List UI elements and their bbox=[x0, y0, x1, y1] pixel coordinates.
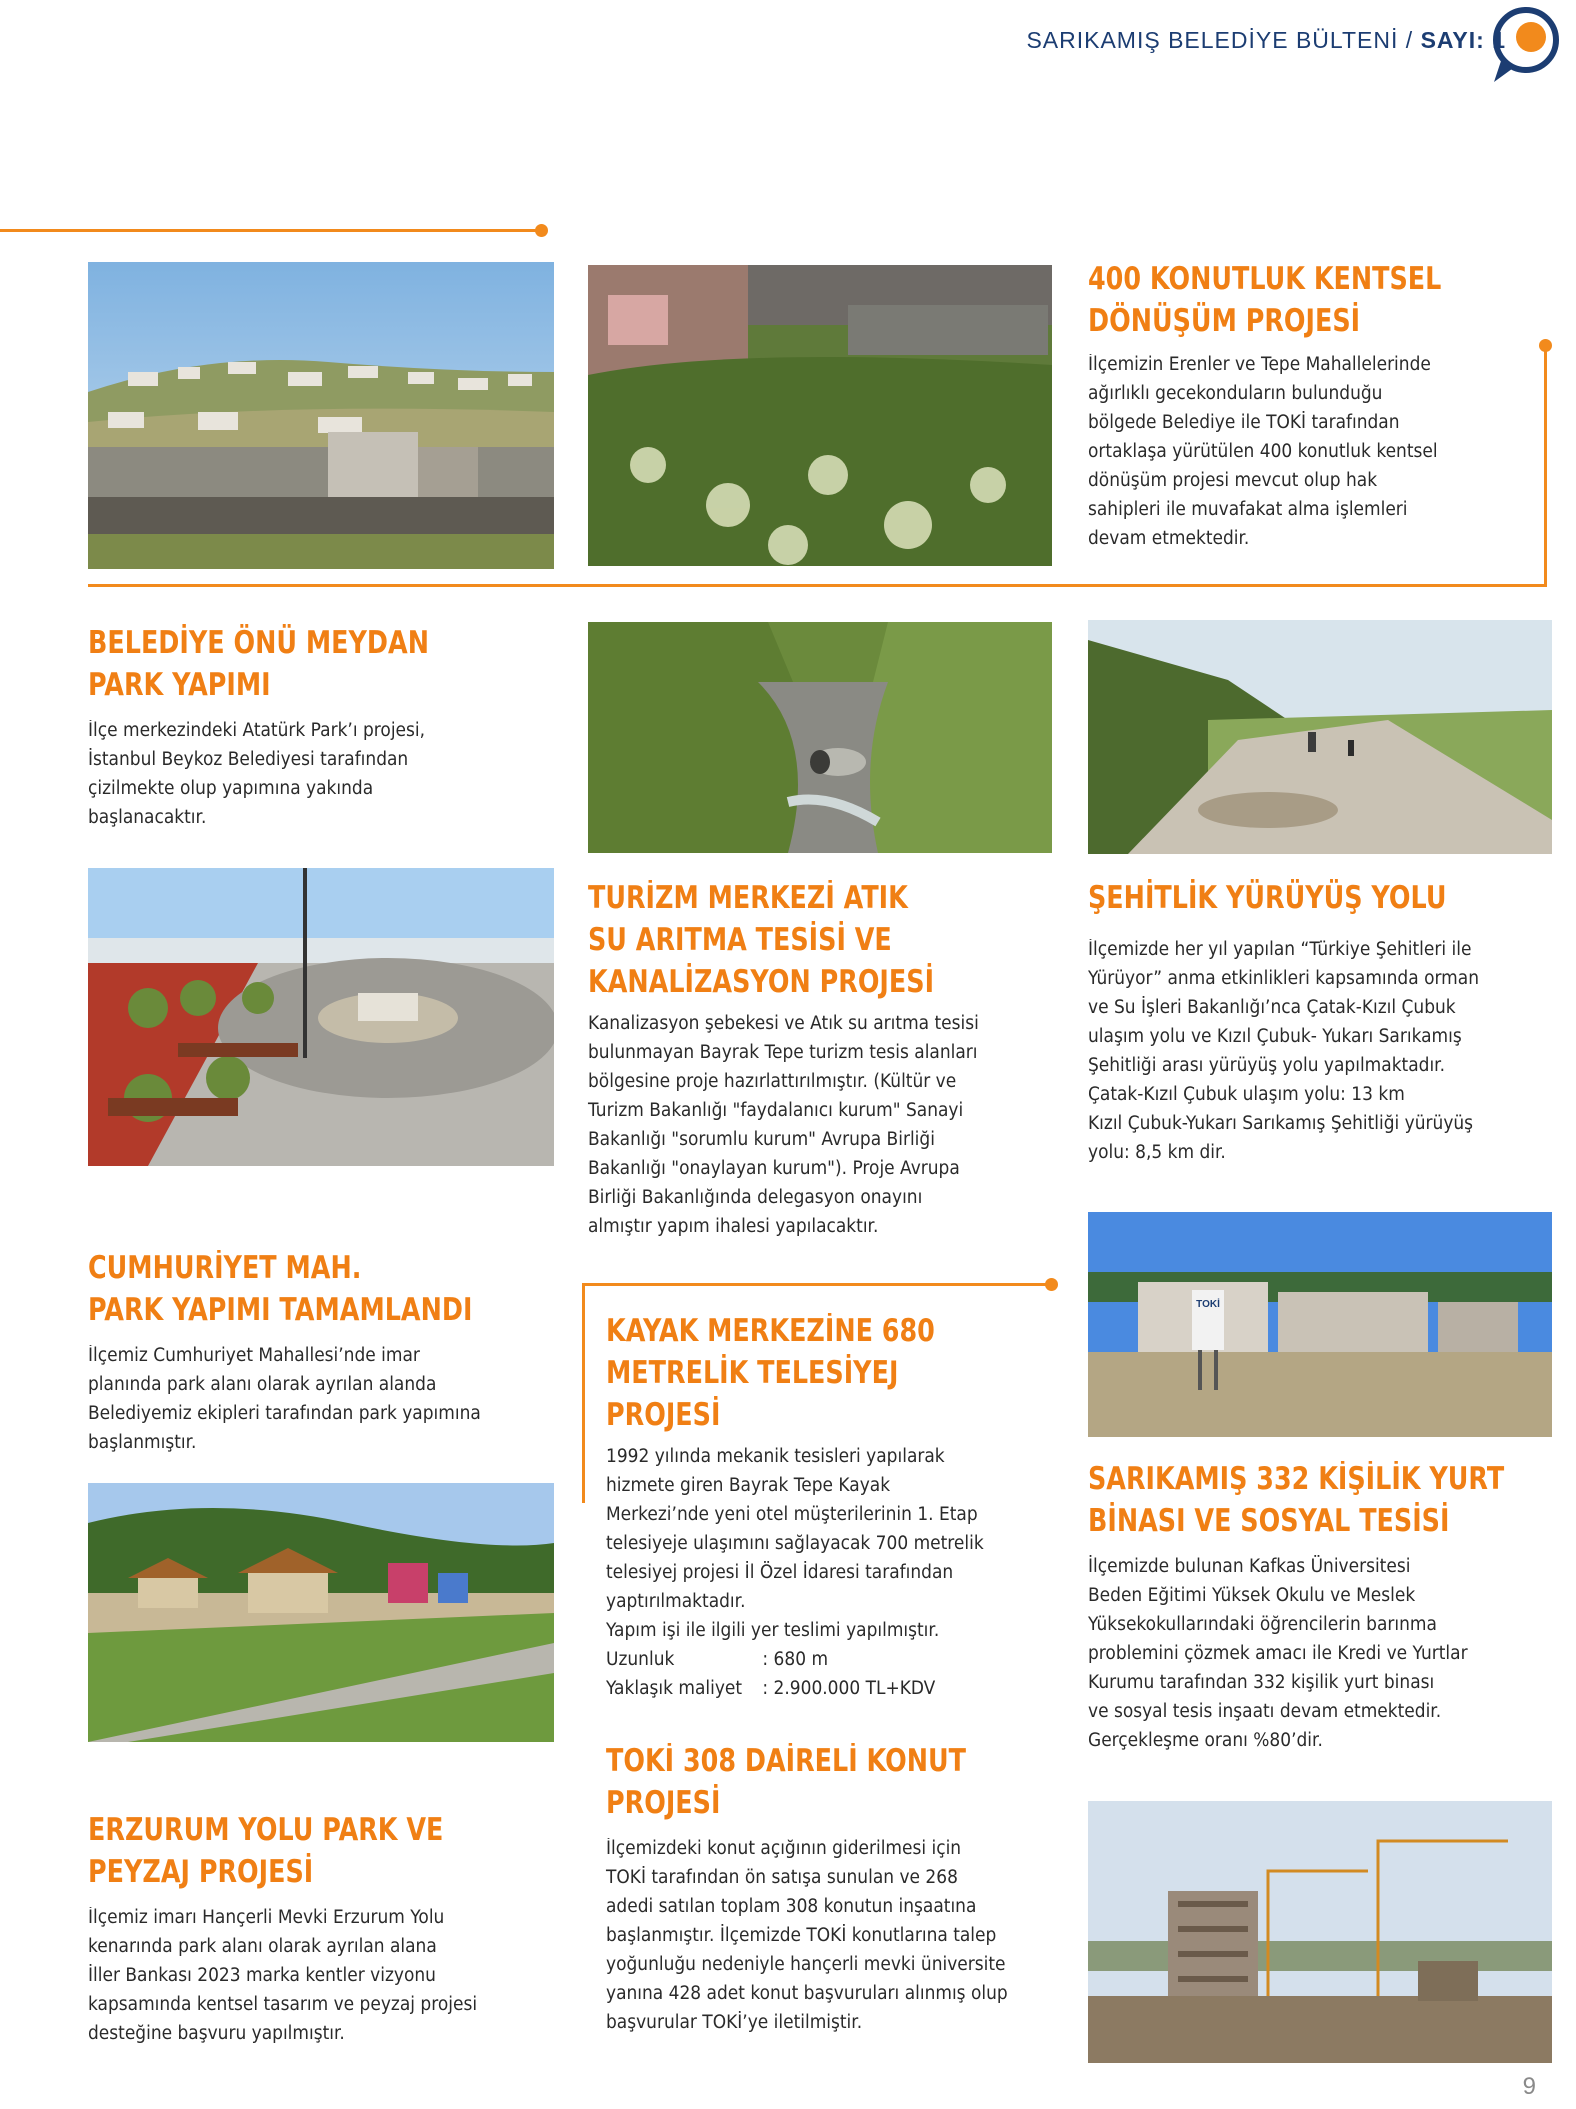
title-line: PARK YAPIMI bbox=[88, 667, 271, 703]
title-line: TOKİ 308 DAİRELİ KONUT bbox=[606, 1743, 966, 1779]
section-title bbox=[606, 1740, 991, 1824]
body-line: planında park alanı olarak ayrılan alanda bbox=[88, 1374, 437, 1395]
body-line: Yürüyor” anma etkinlikleri kapsamında orman bbox=[1088, 968, 1479, 989]
body-line: başlanacaktır. bbox=[88, 807, 207, 828]
body-line: Turizm Bakanlığı "faydalanıcı kurum" Sanayi bbox=[588, 1100, 964, 1121]
body-line: bölgesine proje hazırlattırılmıştır. (Kültür ve bbox=[588, 1071, 957, 1092]
section-title bbox=[1088, 1458, 1505, 1542]
body-line: İlçemizde bulunan Kafkas Üniversitesi bbox=[1088, 1556, 1411, 1577]
photo-road-works bbox=[1088, 620, 1552, 854]
section-title bbox=[88, 1809, 473, 1893]
title-line: PROJESİ bbox=[606, 1397, 721, 1433]
kayak-top-rule bbox=[582, 1283, 1052, 1286]
body-line: TOKİ tarafından ön satışa sunulan ve 268 bbox=[606, 1867, 958, 1888]
fact-length bbox=[606, 1645, 1020, 1674]
section-erzurum-yolu bbox=[88, 1809, 558, 2048]
body-line: Çatak-Kızıl Çubuk ulaşım yolu: 13 km bbox=[1088, 1084, 1405, 1105]
section-title bbox=[1088, 258, 1465, 342]
body-line: yolu: 8,5 km dir. bbox=[1088, 1142, 1226, 1163]
section-body bbox=[88, 716, 511, 832]
section-turizm-aritma bbox=[588, 877, 1058, 1241]
header-separator: / bbox=[1405, 27, 1414, 53]
body-line: İlçemizdeki konut açığının giderilmesi için bbox=[606, 1838, 962, 1859]
body-line: devam etmektedir. bbox=[1088, 528, 1250, 549]
body-line: yoğunluğu nedeniyle hançerli mevki üniversite bbox=[606, 1954, 1006, 1975]
title-line: ERZURUM YOLU PARK VE bbox=[88, 1812, 444, 1848]
body-line: telesiyej projesi İl Özel İdaresi tarafından bbox=[606, 1562, 954, 1583]
section-toki-konut bbox=[606, 1740, 1076, 2037]
section-title bbox=[88, 622, 465, 706]
body-line: dönüşüm projesi mevcut olup hak bbox=[1088, 470, 1378, 491]
section-title bbox=[88, 1247, 473, 1331]
title-line: CUMHURİYET MAH. bbox=[88, 1250, 362, 1286]
body-line: 1992 yılında mekanik tesisleri yapılarak bbox=[606, 1446, 945, 1467]
title-line: TURİZM MERKEZİ ATIK bbox=[588, 880, 908, 916]
title-line: KAYAK MERKEZİNE 680 bbox=[606, 1313, 935, 1349]
body-line: başvurular TOKİ’ye iletilmiştir. bbox=[606, 2012, 863, 2033]
photo-construction-cranes bbox=[1088, 1801, 1552, 2063]
photo-stream-pipe bbox=[588, 622, 1052, 853]
fact-value: : 680 m bbox=[762, 1649, 829, 1670]
kayak-vertical-rule bbox=[582, 1283, 585, 1503]
body-line: desteğine başvuru yapılmıştır. bbox=[88, 2023, 345, 2044]
section-body bbox=[606, 1442, 1020, 1703]
title-line: PARK YAPIMI TAMAMLANDI bbox=[88, 1292, 473, 1328]
body-line: İlçemiz imarı Hançerli Mevki Erzurum Yolu bbox=[88, 1907, 445, 1928]
body-line: Bakanlığı "sorumlu kurum" Avrupa Birliği bbox=[588, 1129, 935, 1150]
toki-sign-text: TOKİ bbox=[1196, 1299, 1220, 1310]
body-line: almıştır yapım ihalesi yapılacaktır. bbox=[588, 1216, 879, 1237]
body-line: ulaşım yolu ve Kızıl Çubuk- Yukarı Sarıkamış bbox=[1088, 1026, 1462, 1047]
body-line: yaptırılmaktadır. bbox=[606, 1591, 746, 1612]
body-line: hizmete giren Bayrak Tepe Kayak bbox=[606, 1475, 891, 1496]
section-yurt-binasi bbox=[1088, 1458, 1558, 1755]
body-line: ortaklaşa yürütülen 400 konutluk kentsel bbox=[1088, 441, 1438, 462]
section-body bbox=[588, 1009, 1020, 1241]
body-line: yanına 428 adet konut başvuruları alınmış olup bbox=[606, 1983, 1008, 2004]
title-line: PEYZAJ PROJESİ bbox=[88, 1854, 314, 1890]
body-line: İstanbul Beykoz Belediyesi tarafından bbox=[88, 749, 409, 770]
fact-cost bbox=[606, 1674, 1020, 1703]
fact-label: Uzunluk bbox=[606, 1649, 675, 1670]
body-line: adedi satılan toplam 308 konutun inşaatına bbox=[606, 1896, 977, 1917]
body-line: Kanalizasyon şebekesi ve Atık su arıtma tesisi bbox=[588, 1013, 979, 1034]
body-line: bölgede Belediye ile TOKİ tarafından bbox=[1088, 412, 1400, 433]
section-body bbox=[88, 1903, 520, 2048]
body-line: Şehitliği arası yürüyüş yolu yapılmaktadır. bbox=[1088, 1055, 1446, 1076]
body-line: ağırlıklı gecekonduların bulunduğu bbox=[1088, 383, 1383, 404]
kentsel-divider bbox=[88, 584, 1547, 587]
fact-value: : 2.900.000 TL+KDV bbox=[762, 1678, 936, 1699]
body-line: kapsamında kentsel tasarım ve peyzaj projesi bbox=[88, 1994, 478, 2015]
title-line: DÖNÜŞÜM PROJESİ bbox=[1088, 303, 1361, 339]
photo-gecekondu-hillside bbox=[88, 262, 554, 569]
section-title bbox=[1088, 877, 1473, 919]
section-kayak-telesiyej bbox=[606, 1310, 1056, 1703]
top-divider bbox=[0, 229, 540, 232]
body-line: Kurumu tarafından 332 kişilik yurt binası bbox=[1088, 1672, 1435, 1693]
kayak-rule-dot bbox=[1045, 1278, 1058, 1291]
section-cumhuriyet-park bbox=[88, 1247, 558, 1457]
fact-label: Yaklaşık maliyet bbox=[606, 1678, 743, 1699]
body-line: telesiyeje ulaşımını sağlayacak 700 metrelik bbox=[606, 1533, 984, 1554]
photo-overgrown-houses bbox=[588, 265, 1052, 566]
body-line: başlanmıştır. bbox=[88, 1432, 197, 1453]
section-body bbox=[1088, 935, 1520, 1167]
body-line: kenarında park alanı olarak ayrılan alana bbox=[88, 1936, 437, 1957]
body-line: İlçemizin Erenler ve Tepe Mahallelerinde bbox=[1088, 354, 1431, 375]
section-sehitlik-yolu bbox=[1088, 877, 1558, 1167]
body-line: Gerçekleşme oranı %80’dir. bbox=[1088, 1730, 1323, 1751]
body-line: İlçe merkezindeki Atatürk Park’ı projesi, bbox=[88, 720, 426, 741]
body-line: İller Bankası 2023 marka kentler vizyonu bbox=[88, 1965, 436, 1986]
body-line: Bakanlığı "onaylayan kurum"). Proje Avrupa bbox=[588, 1158, 960, 1179]
section-body bbox=[606, 1834, 1038, 2037]
body-line: Yüksekokullarındaki öğrencilerin barınma bbox=[1088, 1614, 1437, 1635]
section-title bbox=[588, 877, 973, 1003]
top-divider-dot bbox=[535, 224, 548, 237]
body-line: sahipleri ile muvafakat alma işlemleri bbox=[1088, 499, 1408, 520]
title-line: ŞEHİTLİK YÜRÜYÜŞ YOLU bbox=[1088, 880, 1447, 916]
body-line: çizilmekte olup yapımına yakında bbox=[88, 778, 374, 799]
body-line: Birliği Bakanlığında delegasyon onayını bbox=[588, 1187, 923, 1208]
section-meydan-park bbox=[88, 622, 548, 832]
photo-park-render bbox=[88, 868, 554, 1166]
body-line: problemini çözmek amacı ile Kredi ve Yurtlar bbox=[1088, 1643, 1468, 1664]
section-body bbox=[88, 1341, 520, 1457]
bulletin-header bbox=[1026, 27, 1506, 54]
body-line: Kızıl Çubuk-Yukarı Sarıkamış Şehitliği yürüyüş bbox=[1088, 1113, 1474, 1134]
title-line: BİNASI VE SOSYAL TESİSİ bbox=[1088, 1503, 1450, 1539]
title-line: SARIKAMIŞ 332 KİŞİLİK YURT bbox=[1088, 1461, 1505, 1497]
section-title bbox=[606, 1310, 975, 1436]
body-line: bulunmayan Bayrak Tepe turizm tesis alanları bbox=[588, 1042, 978, 1063]
photo-playground-park bbox=[88, 1483, 554, 1742]
title-line: SU ARITMA TESİSİ VE bbox=[588, 922, 892, 958]
title-line: BELEDİYE ÖNÜ MEYDAN bbox=[88, 625, 429, 661]
body-line: ve sosyal tesis inşaatı devam etmektedir. bbox=[1088, 1701, 1442, 1722]
section-kentsel-donusum bbox=[1088, 258, 1548, 553]
body-line: İlçemiz Cumhuriyet Mahallesi’nde imar bbox=[88, 1345, 420, 1366]
title-line: KANALİZASYON PROJESİ bbox=[588, 964, 935, 1000]
body-line: Yapım işi ile ilgili yer teslimi yapılmıştır. bbox=[606, 1620, 940, 1641]
section-body bbox=[1088, 350, 1511, 553]
body-line: Merkezi’nde yeni otel müşterilerinin 1. Etap bbox=[606, 1504, 978, 1525]
title-line: METRELİK TELESİYEJ bbox=[606, 1355, 899, 1391]
title-line: PROJESİ bbox=[606, 1785, 721, 1821]
issue-number: SAYI: 1 bbox=[1420, 27, 1506, 53]
title-line: 400 KONUTLUK KENTSEL bbox=[1088, 261, 1442, 297]
speech-bubble-logo-icon bbox=[1480, 4, 1562, 86]
page-number: 9 bbox=[1522, 2073, 1536, 2100]
body-line: başlanmıştır. İlçemizde TOKİ konutlarına talep bbox=[606, 1925, 997, 1946]
body-line: Belediyemiz ekipleri tarafından park yapımına bbox=[88, 1403, 481, 1424]
bulletin-name: SARIKAMIŞ BELEDİYE BÜLTENİ bbox=[1026, 27, 1399, 53]
section-body bbox=[1088, 1552, 1520, 1755]
body-line: ve Su İşleri Bakanlığı’nca Çatak-Kızıl Çubuk bbox=[1088, 997, 1456, 1018]
photo-toki-dorm bbox=[1088, 1212, 1552, 1437]
body-line: Beden Eğitimi Yüksek Okulu ve Meslek bbox=[1088, 1585, 1416, 1606]
body-line: İlçemizde her yıl yapılan “Türkiye Şehitleri ile bbox=[1088, 939, 1472, 960]
